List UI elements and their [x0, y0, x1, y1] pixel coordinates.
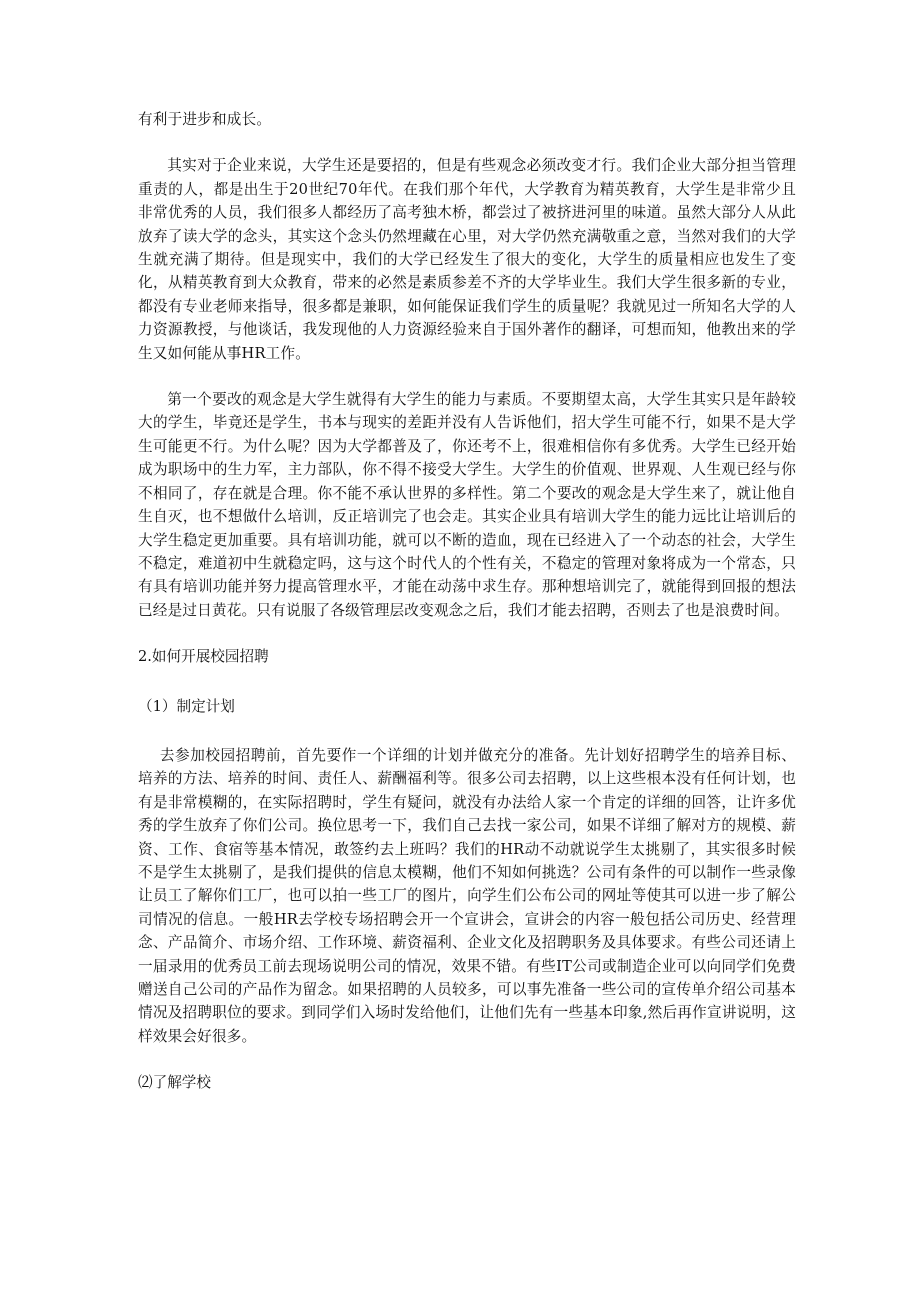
subsection-heading-know-school: ⑵了解学校	[138, 1074, 211, 1092]
subsection-heading-make-plan: （1）制定计划	[138, 697, 235, 715]
document-page	[138, 108, 796, 1121]
section-heading-campus-recruiting: 2.如何开展校园招聘	[138, 648, 269, 666]
paragraph-enterprise-view: 其实对于企业来说，大学生还是要招的，但是有些观念必须改变才行。我们企业大部分担当管理重责的人，都是出生于20世纪70年代。在我们那个年代，大学教育为精英教育，大学生是非常少且非常优秀的人员，我们很多人都经历了高考独木桥，都尝过了被挤进河里的味道。虽然大部分人从此放弃了读大学的念头，其实这个念头仍然埋藏在心里，对大学仍然充满敬重之意，当然对我们的大学生就充满了期待。但是现实中，我们的大学已经发生了很大的变化，大学生的质量相应也发生了变化，从精英教育到大众教育，带来的必然是素质参差不齐的大学毕业生。我们大学生很多新的专业，都没有专业老师来指导，很多都是兼职，如何能保证我们学生的质量呢？我就见过一所知名大学的人力资源教授，与他谈话，我发现他的人力资源经验来自于国外著作的翻译，可想而知，他教出来的学生又如何能从事HR工作。	[138, 157, 796, 362]
paragraph-intro-tail: 有利于进步和成长。	[138, 111, 272, 128]
paragraph-change-concepts: 第一个要改的观念是大学生就得有大学生的能力与素质。不要期望太高，大学生其实只是年龄较大的学生，毕竟还是学生，书本与现实的差距并没有人告诉他们，招大学生可能不行，如果不是大学生可能更不行。为什么呢？因为大学都普及了，你还考不上，很难相信你有多优秀。大学生已经开始成为职场中的生力军，主力部队，你不得不接受大学生。大学生的价值观、世界观、人生观已经与你不相同了，存在就是合理。你不能不承认世界的多样性。第二个要改的观念是大学生来了，就让他自生自灭，也不想做什么培训，反正培训完了也会走。其实企业具有培训大学生的能力远比让培训后的大学生稳定更加重要。具有培训功能，就可以不断的造血，现在已经进入了一个动态的社会，大学生不稳定，难道初中生就稳定吗，这与这个时代人的个性有关，不稳定的管理对象将成为一个常态，只有具有培训功能并努力提高管理水平，才能在动荡中求生存。那种想培训完了，就能得到回报的想法已经是过日黄花。只有说服了各级管理层改变观念之后，我们才能去招聘，否则去了也是浪费时间。	[138, 391, 796, 619]
paragraph-make-plan: 去参加校园招聘前，首先要作一个详细的计划并做充分的准备。先计划好招聘学生的培养目标、培养的方法、培养的时间、责任人、薪酬福利等。很多公司去招聘，以上这些根本没有任何计划，也有是非常模糊的，在实际招聘时，学生有疑问，就没有办法给人家一个肯定的详细的回答，让许多优秀的学生放弃了你们公司。换位思考一下，我们自己去找一家公司，如果不详细了解对方的规模、薪资、工作、食宿等基本情况，敢签约去上班吗？我们的HR动不动就说学生太挑剔了，其实很多时候不是学生太挑剔了，是我们提供的信息太模糊，他们不知如何挑选？公司有条件的可以制作一些录像让员工了解你们工厂，也可以拍一些工厂的图片，向学生们公布公司的网址等使其可以进一步了解公司情况的信息。一般HR去学校专场招聘会开一个宣讲会，宣讲会的内容一般包括公司历史、经营理念、产品简介、市场介绍、工作环境、薪资福利、企业文化及招聘职务及具体要求。有些公司还请上一届录用的优秀员工前去现场说明公司的情况，效果不错。有些IT公司或制造企业可以向同学们免费赠送自己公司的产品作为留念。如果招聘的人员较多，可以事先准备一些公司的宣传单介绍公司基本情况及招聘职位的要求。到同学们入场时发给他们，让他们先有一些基本印象,然后再作宣讲说明，这样效果会好很多。	[138, 746, 796, 1045]
